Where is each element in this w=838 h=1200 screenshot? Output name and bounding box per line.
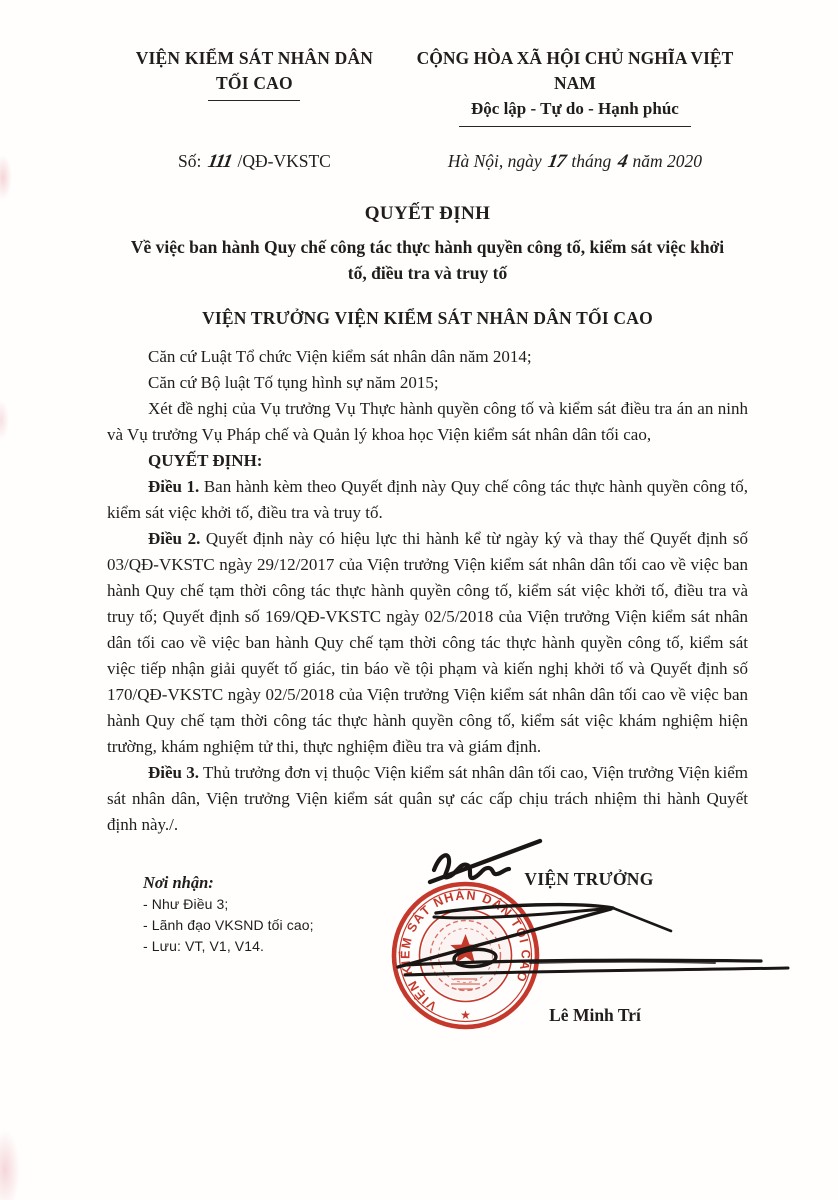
signer-title: VIỆN TRƯỞNG [524, 869, 654, 889]
signer-name: Lê Minh Trí [549, 1005, 641, 1025]
stamp-circular-text: VIỆN KIỂM SÁT NHÂN DÂN TỐI CAO [398, 888, 533, 1014]
scan-smudge [0, 1130, 20, 1200]
date-line [402, 151, 748, 173]
stamp-bottom-star: ★ [460, 1008, 471, 1022]
org-name-line1: VIỆN KIỂM SÁT NHÂN DÂN [135, 48, 374, 68]
date-text-3: năm 2020 [632, 151, 703, 171]
date-text-2: tháng [571, 151, 612, 171]
preamble-line-1: Căn cứ Luật Tổ chức Viện kiểm sát nhân dân năm 2014; [148, 347, 532, 366]
document-number [107, 151, 402, 173]
article-2-label: Điều 2. [148, 529, 201, 548]
preamble-line-3: Xét đề nghị của Vụ trưởng Vụ Thực hành quyền công tố và kiểm sát điều tra án an ninh và Vụ trưởng Vụ Pháp chế và Quản lý khoa học Viện kiểm sát nhân dân tối cao, [107, 399, 748, 444]
document-title: QUYẾT ĐỊNH [364, 203, 491, 224]
recipients-block [143, 871, 314, 957]
recipient-item-1: - Như Điều 3; [143, 896, 229, 912]
article-1 [107, 474, 748, 526]
article-2 [107, 526, 748, 760]
national-motto: Độc lập - Tự do - Hạnh phúc [471, 99, 679, 118]
document-header [107, 46, 748, 127]
article-1-text: Ban hành kèm theo Quyết định này Quy chế công tác thực hành quyền công tố, kiểm sát việc khởi tố, điều tra và truy tố. [107, 477, 748, 522]
org-underline [208, 100, 300, 101]
preamble-line-2: Căn cứ Bộ luật Tố tụng hình sự năm 2015; [148, 373, 439, 392]
motto-underline [459, 126, 691, 127]
article-3-label: Điều 3. [148, 763, 200, 782]
national-motto-block [402, 46, 748, 127]
article-1-label: Điều 1. [148, 477, 200, 496]
document-subject: Về việc ban hành Quy chế công tác thực hành quyền công tố, kiểm sát việc khởi tố, điều tra và truy tố [130, 237, 725, 283]
recipient-item-2: - Lãnh đạo VKSND tối cao; [143, 917, 314, 933]
decision-heading: QUYẾT ĐỊNH: [148, 451, 263, 470]
article-3-text: Thủ trưởng đơn vị thuộc Viện kiểm sát nhân dân tối cao, Viện trưởng Viện kiểm sát nhân dân, Viện trưởng Viện kiểm sát quân sự các cấp chịu trách nhiệm thi hành Quyết định này./. [107, 763, 749, 834]
article-2-text: Quyết định này có hiệu lực thi hành kể từ ngày ký và thay thế Quyết định số 03/QĐ-VKSTC ngày 29/12/2017 của Viện trưởng Viện kiểm sát nhân dân tối cao về việc ban hành Quy chế tạm thời công tác thực hành quyền công tố, kiểm sát việc khởi tố, điều tra và truy tố; Quyết định số 169/QĐ-VKSTC ngày 02/5/2018 của Viện trưởng Viện kiểm sát nhân dân tối cao về việc ban hành Quy chế tạm thời công tác thực hành quyền công tố, kiểm sát việc tiếp nhận giải quyết tố giác, tin báo về tội phạm và kiến nghị khởi tố và Quyết định số 170/QĐ-VKSTC ngày 02/5/2018 của Viện trưởng Viện kiểm sát nhân dân tối cao về việc ban hành Quy chế tạm thời công tác thực hành quyền công tố, kiểm sát việc khám nghiệm hiện trường, khám nghiệm tử thi, thực nghiệm điều tra và giám định. [107, 529, 748, 756]
issuing-org-block [107, 46, 402, 127]
recipients-heading: Nơi nhận: [143, 873, 214, 892]
recipient-item-3: - Lưu: VT, V1, V14. [143, 938, 264, 954]
date-month-handwritten: 4 [615, 151, 629, 172]
number-handwritten: 111 [205, 151, 234, 172]
signature-scribble-icon [380, 820, 838, 1050]
national-title: CỘNG HÒA XÃ HỘI CHỦ NGHĨA VIỆT NAM [416, 48, 734, 93]
date-day-handwritten: 17 [546, 151, 567, 172]
date-text-1: Hà Nội, ngày [447, 151, 542, 171]
org-name-line2: TỐI CAO [216, 73, 293, 93]
number-prefix: Số: [178, 151, 202, 171]
number-suffix: /QĐ-VKSTC [237, 151, 331, 171]
issuing-authority: VIỆN TRƯỞNG VIỆN KIỂM SÁT NHÂN DÂN TỐI CAO [202, 308, 653, 328]
